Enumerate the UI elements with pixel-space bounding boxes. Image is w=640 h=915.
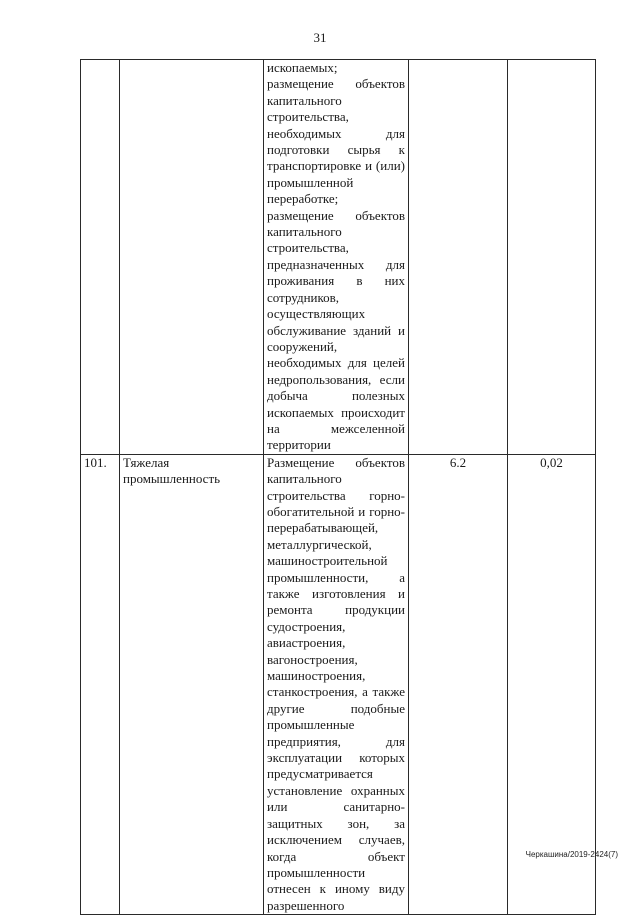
text-line: промышленные	[267, 717, 355, 733]
text-line: вагоностроения,	[267, 651, 358, 667]
text-line: осуществляющих	[267, 306, 366, 322]
text-line: промышленности	[267, 864, 366, 880]
text-line: другие подобные	[267, 700, 405, 716]
text-line: обогатительной и горно-	[267, 503, 405, 519]
text-line: размещение объектов	[267, 207, 405, 223]
text-line: капитального	[267, 92, 342, 108]
text-line: капитального	[267, 224, 342, 240]
text-line: на межселенной	[267, 420, 405, 436]
text-line: исключением случаев,	[267, 832, 405, 848]
text-line: эксплуатации которых	[267, 750, 405, 766]
text-line: переработке;	[267, 191, 339, 207]
row-number-cell	[81, 60, 120, 455]
use-description-lines	[267, 60, 405, 454]
text-line: промышленной	[267, 174, 354, 190]
text-line: необходимых для целей	[267, 355, 405, 371]
text-line: размещение объектов	[267, 76, 405, 92]
text-line: проживания в них	[267, 273, 405, 289]
text-line: строительства,	[267, 109, 349, 125]
text-line: ископаемых;	[267, 60, 338, 75]
text-line: перерабатывающей,	[267, 520, 379, 536]
land-use-table	[80, 59, 596, 915]
text-line: когда объект	[267, 848, 405, 864]
value-cell	[508, 60, 596, 455]
use-name-cell	[120, 60, 264, 455]
text-line: территории	[267, 437, 331, 453]
text-line: промышленность	[123, 471, 221, 487]
text-line: Тяжелая	[123, 454, 170, 470]
use-code-cell: 6.2	[409, 454, 508, 914]
use-description-cell	[264, 60, 409, 455]
row-number-cell: 101.	[81, 454, 120, 914]
text-line: сооружений,	[267, 338, 338, 354]
text-line: разрешенного	[267, 897, 345, 913]
table-row	[81, 454, 596, 914]
text-line: подготовки сырья к	[267, 142, 405, 158]
text-line: металлургической,	[267, 536, 372, 552]
use-code-cell	[409, 60, 508, 455]
text-line: машиностроительной	[267, 553, 388, 569]
text-line: недропользования, если	[267, 371, 405, 387]
text-line: Размещение объектов	[267, 454, 405, 470]
text-line: или санитарно-	[267, 799, 405, 815]
value-cell: 0,02	[508, 454, 596, 914]
text-line: строительства,	[267, 240, 349, 256]
use-description-cell	[264, 454, 409, 914]
text-line: предусматривается	[267, 766, 373, 782]
text-line: предприятия, для	[267, 733, 405, 749]
use-description-lines	[267, 455, 405, 914]
text-line: транспортировке и (или)	[267, 158, 405, 174]
text-line: добыча полезных	[267, 388, 405, 404]
text-line: также изготовления и	[267, 586, 405, 601]
text-line: обслуживание зданий и	[267, 322, 405, 338]
table-row	[81, 60, 596, 455]
text-line: предназначенных для	[267, 256, 405, 272]
text-line: авиастроения,	[267, 635, 346, 651]
text-line: необходимых для	[267, 125, 405, 141]
text-line: отнесен к иному виду	[267, 881, 405, 897]
document-footer: Черкашина/2019-2424(7)	[525, 850, 618, 859]
text-line: машиностроения,	[267, 668, 366, 684]
text-line: судостроения,	[267, 618, 346, 634]
page-number: 31	[313, 30, 327, 45]
text-line: капитального	[267, 471, 342, 487]
text-line: ископаемых происходит	[267, 404, 405, 420]
use-name-cell	[120, 454, 264, 914]
text-line: установление охранных	[267, 782, 405, 798]
text-line: сотрудников,	[267, 289, 340, 305]
text-line: промышленности, а	[267, 569, 405, 585]
text-line: станкостроения, а также	[267, 684, 405, 700]
text-line: ремонта продукции	[267, 602, 405, 618]
text-line: строительства горно-	[267, 487, 405, 503]
use-name-lines	[123, 455, 260, 488]
text-line: защитных зон, за	[267, 815, 405, 831]
